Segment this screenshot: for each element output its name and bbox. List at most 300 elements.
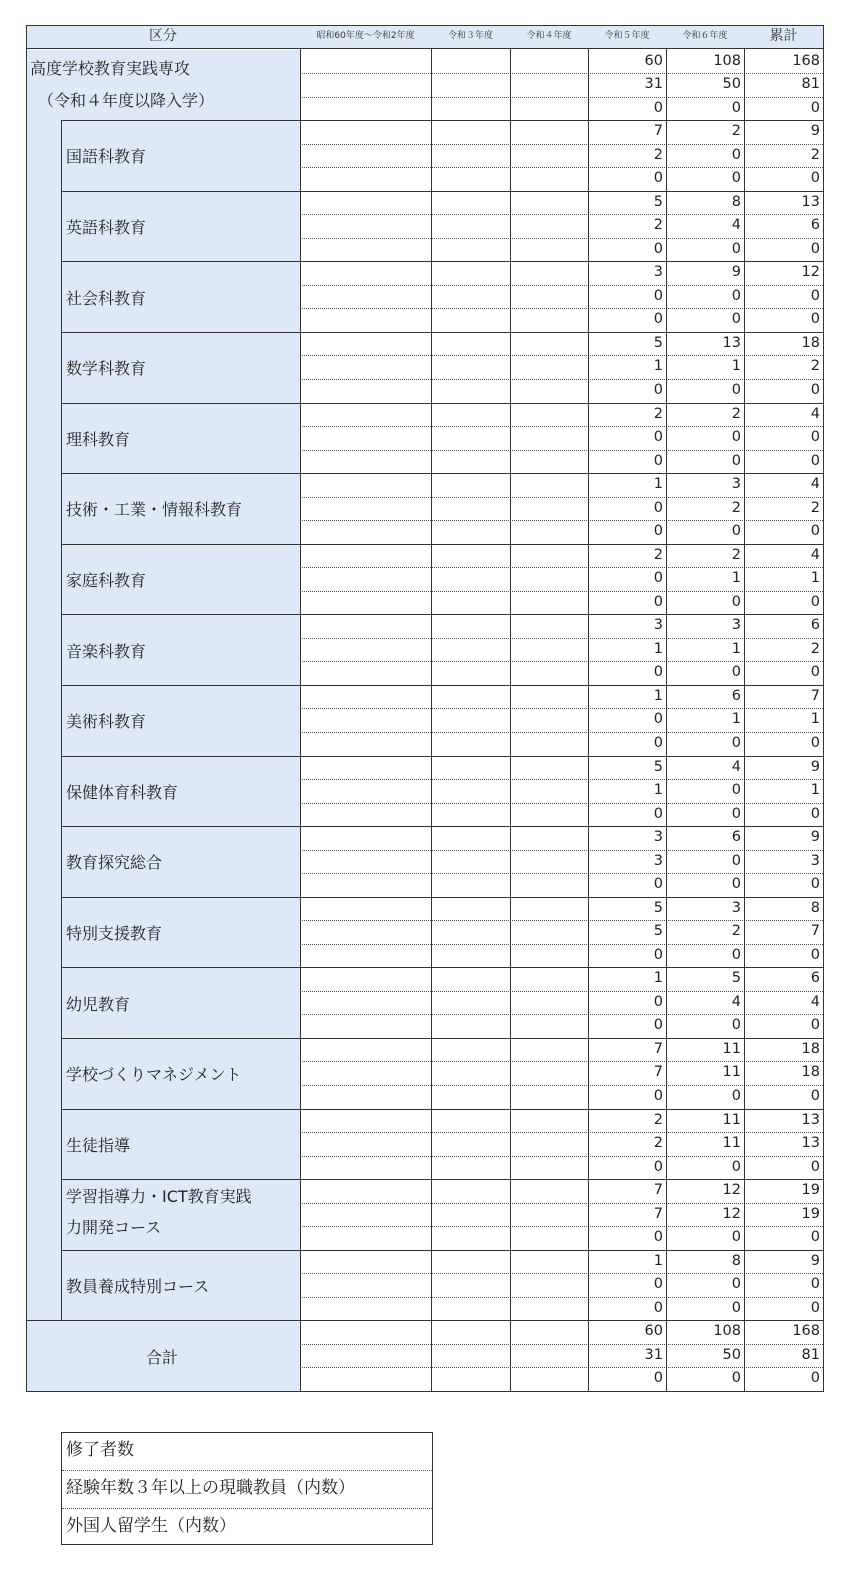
table-cell <box>510 874 588 898</box>
table-cell: 7 <box>653 1182 663 1199</box>
table-cell: 13 <box>722 334 741 351</box>
table-cell: 0 <box>653 287 663 304</box>
table-cell <box>510 262 588 286</box>
table-cell: 81 <box>801 76 820 92</box>
table-cell: 4 <box>731 993 741 1010</box>
table-cell: 1 <box>731 358 741 375</box>
table-cell <box>431 1251 510 1275</box>
table-cell <box>300 804 431 828</box>
table-cell <box>431 1345 510 1369</box>
table-cell: 3 <box>731 899 741 916</box>
table-cell <box>300 1204 431 1228</box>
table-cell: 19 <box>801 1205 820 1222</box>
table-cell: 6 <box>731 687 741 704</box>
table-cell: 0 <box>810 1087 820 1104</box>
table-cell <box>431 1086 510 1110</box>
table-cell <box>300 239 431 263</box>
table-cell <box>431 1321 510 1345</box>
table-cell <box>431 521 510 545</box>
table-cell: 0 <box>653 570 663 587</box>
table-cell <box>510 356 588 380</box>
legend-box <box>61 1432 433 1545</box>
table-cell <box>300 333 431 357</box>
table-cell <box>510 239 588 263</box>
table-cell <box>300 968 431 992</box>
table-cell <box>510 168 588 192</box>
table-cell: 0 <box>731 1370 741 1387</box>
table-cell: 13 <box>801 1111 820 1128</box>
subject-name: 社会科教育 <box>66 288 147 308</box>
table-cell: 0 <box>653 593 663 610</box>
table-cell: 9 <box>731 264 741 281</box>
table-cell: 0 <box>653 734 663 751</box>
table-cell: 0 <box>653 523 663 540</box>
table-cell: 1 <box>653 1252 663 1269</box>
table-cell: 0 <box>653 664 663 681</box>
table-cell: 0 <box>653 429 663 445</box>
table-cell <box>431 1015 510 1039</box>
table-cell: 0 <box>810 429 820 445</box>
table-cell: 0 <box>653 993 663 1010</box>
table-cell: 3 <box>731 476 741 493</box>
table-cell <box>510 662 588 686</box>
table-cell: 13 <box>801 193 820 210</box>
table-cell: 60 <box>644 1323 663 1340</box>
table-cell: 5 <box>653 334 663 351</box>
table-cell <box>431 945 510 969</box>
table-cell: 3 <box>653 829 663 846</box>
table-cell <box>300 74 431 98</box>
table-cell <box>300 1368 431 1392</box>
table-cell <box>300 404 431 428</box>
table-cell <box>510 992 588 1016</box>
table-cell <box>431 1227 510 1251</box>
column-border <box>588 48 589 1391</box>
table-cell <box>510 945 588 969</box>
table-cell <box>431 827 510 851</box>
table-cell: 0 <box>653 946 663 963</box>
table-cell: 1 <box>731 711 741 728</box>
table-cell <box>510 51 588 75</box>
table-cell <box>510 1345 588 1369</box>
table-cell: 2 <box>653 405 663 422</box>
table-cell <box>431 709 510 733</box>
table-cell <box>510 827 588 851</box>
table-cell <box>300 615 431 639</box>
table-cell: 0 <box>731 311 741 328</box>
subject-name: 教員養成特別コース <box>66 1277 210 1296</box>
table-cell <box>510 1133 588 1157</box>
table-cell <box>431 874 510 898</box>
department-note: （令和４年度以降入学） <box>38 90 215 110</box>
table-cell: 0 <box>810 170 820 187</box>
table-cell <box>431 1180 510 1204</box>
column-border <box>431 48 432 1391</box>
table-cell: 0 <box>653 1299 663 1316</box>
header-column: 令和３年度 <box>431 25 510 48</box>
subject-name: 国語科教育 <box>66 147 147 167</box>
table-cell <box>431 992 510 1016</box>
table-cell <box>510 427 588 451</box>
table-cell <box>300 451 431 475</box>
table-cell: 0 <box>731 852 741 869</box>
table-cell <box>431 804 510 828</box>
table-cell <box>300 592 431 616</box>
table-cell <box>431 286 510 310</box>
subject-name: 幼児教育 <box>66 994 131 1014</box>
subject-name: 生徒指導 <box>66 1135 131 1155</box>
table-cell <box>510 733 588 757</box>
table-cell <box>431 780 510 804</box>
table-cell: 11 <box>722 1064 741 1081</box>
table-cell: 0 <box>810 1229 820 1246</box>
table-cell: 6 <box>731 829 741 846</box>
table-cell <box>300 121 431 145</box>
table-cell: 0 <box>731 946 741 963</box>
table-cell <box>431 1204 510 1228</box>
table-cell: 19 <box>801 1182 820 1199</box>
table-cell <box>300 1180 431 1204</box>
table-cell: 3 <box>810 852 820 869</box>
table-cell <box>431 1133 510 1157</box>
table-cell <box>431 356 510 380</box>
table-cell: 7 <box>810 687 820 704</box>
table-cell: 0 <box>731 452 741 469</box>
table-cell <box>431 1274 510 1298</box>
table-cell: 0 <box>731 1017 741 1034</box>
table-cell: 2 <box>731 405 741 422</box>
table-cell: 0 <box>731 523 741 540</box>
legend-in-service-teachers: 経験年数３年以上の現職教員（内数） <box>66 1478 355 1498</box>
table-cell <box>510 451 588 475</box>
table-cell <box>431 592 510 616</box>
table-cell <box>510 1368 588 1392</box>
table-cell: 9 <box>810 1252 820 1269</box>
table-cell: 0 <box>731 805 741 822</box>
table-cell <box>510 380 588 404</box>
table-cell: 0 <box>731 782 741 798</box>
table-cell: 8 <box>810 899 820 916</box>
table-cell <box>300 474 431 498</box>
table-cell: 0 <box>653 711 663 728</box>
table-cell <box>300 568 431 592</box>
table-cell: 0 <box>810 1299 820 1316</box>
table-cell: 0 <box>731 876 741 893</box>
table-cell <box>510 639 588 663</box>
table-cell <box>510 1086 588 1110</box>
table-cell <box>510 404 588 428</box>
table-cell <box>510 145 588 169</box>
table-cell: 2 <box>731 499 741 516</box>
table-cell: 81 <box>801 1346 820 1363</box>
table-cell: 0 <box>810 381 820 398</box>
table-cell: 5 <box>731 970 741 987</box>
table-cell: 1 <box>810 570 820 587</box>
table-cell <box>431 262 510 286</box>
table-cell <box>431 121 510 145</box>
table-cell <box>431 662 510 686</box>
table-cell: 108 <box>713 1323 741 1340</box>
table-cell <box>510 1157 588 1181</box>
table-cell: 7 <box>653 1064 663 1081</box>
table-cell <box>300 780 431 804</box>
table-cell <box>431 851 510 875</box>
table-cell: 13 <box>801 1135 820 1151</box>
table-cell <box>431 1062 510 1086</box>
subject-name-line2: 力開発コース <box>66 1218 162 1238</box>
table-cell: 0 <box>810 1370 820 1387</box>
subject-name: 技術・工業・情報科教育 <box>66 500 243 520</box>
table-cell: 7 <box>653 1205 663 1222</box>
table-cell: 0 <box>653 1276 663 1293</box>
table-cell: 18 <box>801 334 820 351</box>
table-cell: 108 <box>713 52 741 69</box>
subject-name: 音楽科教育 <box>66 641 147 661</box>
table-cell <box>300 1274 431 1298</box>
table-cell <box>431 98 510 122</box>
table-cell <box>300 1133 431 1157</box>
table-cell <box>300 215 431 239</box>
table-cell: 2 <box>810 358 820 375</box>
table-cell <box>510 968 588 992</box>
table-cell: 5 <box>653 923 663 940</box>
table-cell <box>431 733 510 757</box>
column-border <box>744 48 745 1391</box>
table-cell <box>431 51 510 75</box>
table-cell: 0 <box>810 593 820 610</box>
table-cell: 2 <box>653 546 663 563</box>
table-cell: 5 <box>653 899 663 916</box>
header-column: 令和４年度 <box>510 25 588 48</box>
table-cell <box>431 686 510 710</box>
table-cell <box>431 192 510 216</box>
table-cell: 1 <box>731 640 741 657</box>
table-cell <box>510 1110 588 1134</box>
table-cell: 3 <box>653 852 663 869</box>
table-cell <box>300 1086 431 1110</box>
table-cell <box>510 98 588 122</box>
table-cell: 0 <box>731 429 741 445</box>
table-cell: 2 <box>653 217 663 234</box>
table-cell <box>510 851 588 875</box>
subject-name: 特別支援教育 <box>66 924 163 943</box>
table-cell <box>300 1110 431 1134</box>
table-cell: 1 <box>810 711 820 728</box>
table-cell: 31 <box>644 1346 663 1363</box>
table-cell <box>510 545 588 569</box>
table-cell <box>431 404 510 428</box>
table-cell: 0 <box>653 99 663 116</box>
table-cell <box>510 898 588 922</box>
column-border <box>510 48 511 1391</box>
table-cell <box>510 1227 588 1251</box>
table-cell <box>431 74 510 98</box>
table-cell: 0 <box>653 805 663 822</box>
table-cell <box>300 992 431 1016</box>
table-cell <box>300 545 431 569</box>
table-cell: 0 <box>810 99 820 116</box>
table-cell: 1 <box>731 570 741 587</box>
table-cell <box>300 192 431 216</box>
table-cell <box>300 874 431 898</box>
table-cell: 0 <box>810 240 820 257</box>
table-cell <box>431 239 510 263</box>
table-cell: 0 <box>731 287 741 304</box>
table-cell <box>431 757 510 781</box>
table-cell <box>510 804 588 828</box>
table-cell <box>431 474 510 498</box>
table-cell: 0 <box>731 734 741 751</box>
table-cell: 5 <box>653 758 663 775</box>
table-cell <box>431 921 510 945</box>
table-cell <box>300 1039 431 1063</box>
table-cell <box>510 521 588 545</box>
table-cell: 0 <box>731 170 741 187</box>
table-cell: 0 <box>731 1229 741 1246</box>
table-cell <box>431 498 510 522</box>
table-cell <box>510 1274 588 1298</box>
table-cell <box>431 1157 510 1181</box>
table-cell: 0 <box>731 1087 741 1104</box>
table-cell <box>510 498 588 522</box>
table-cell: 0 <box>810 1276 820 1293</box>
table-cell <box>510 1204 588 1228</box>
table-cell: 2 <box>653 1111 663 1128</box>
table-cell: 2 <box>731 546 741 563</box>
table-border <box>26 25 27 1391</box>
table-cell: 9 <box>810 829 820 846</box>
table-border <box>26 25 824 26</box>
table-cell <box>431 1110 510 1134</box>
table-cell: 1 <box>653 476 663 493</box>
table-cell: 60 <box>644 52 663 69</box>
table-cell <box>510 921 588 945</box>
table-cell <box>300 168 431 192</box>
table-cell: 2 <box>810 640 820 657</box>
table-cell: 0 <box>653 876 663 893</box>
table-cell <box>300 757 431 781</box>
table-cell: 6 <box>810 217 820 234</box>
table-cell <box>300 286 431 310</box>
table-cell: 9 <box>810 123 820 140</box>
table-cell: 0 <box>810 1017 820 1034</box>
table-cell <box>431 380 510 404</box>
table-cell <box>510 1039 588 1063</box>
table-cell: 8 <box>731 1252 741 1269</box>
table-cell: 4 <box>731 217 741 234</box>
subject-name: 学習指導力・ICT教育実践 <box>66 1187 252 1207</box>
table-cell <box>431 451 510 475</box>
table-cell <box>300 262 431 286</box>
table-cell <box>510 1298 588 1322</box>
table-cell <box>300 662 431 686</box>
table-cell <box>431 1298 510 1322</box>
table-cell <box>431 968 510 992</box>
table-cell <box>300 851 431 875</box>
table-cell <box>300 98 431 122</box>
table-cell: 2 <box>810 146 820 163</box>
table-cell <box>510 474 588 498</box>
table-cell: 0 <box>731 146 741 163</box>
header-category: 区分 <box>26 25 300 48</box>
table-cell: 0 <box>653 240 663 257</box>
table-cell: 11 <box>722 1135 741 1151</box>
table-cell: 4 <box>810 993 820 1010</box>
table-cell: 0 <box>810 946 820 963</box>
table-cell: 7 <box>810 923 820 940</box>
table-cell: 0 <box>653 311 663 328</box>
table-cell <box>431 333 510 357</box>
table-cell <box>510 215 588 239</box>
legend-completers: 修了者数 <box>66 1440 134 1460</box>
table-cell: 12 <box>801 264 820 281</box>
table-cell <box>510 615 588 639</box>
table-cell <box>300 356 431 380</box>
table-cell: 7 <box>653 1040 663 1057</box>
table-cell: 2 <box>653 146 663 163</box>
table-cell <box>431 168 510 192</box>
table-cell <box>431 615 510 639</box>
table-cell: 50 <box>722 76 741 92</box>
table-cell: 0 <box>653 499 663 516</box>
subject-name: 英語科教育 <box>66 218 147 237</box>
table-cell: 0 <box>731 1276 741 1293</box>
table-cell: 12 <box>722 1182 741 1199</box>
table-cell <box>431 215 510 239</box>
table-cell <box>431 427 510 451</box>
table-cell <box>510 780 588 804</box>
column-border <box>666 48 667 1391</box>
table-cell: 0 <box>810 805 820 822</box>
table-cell <box>300 709 431 733</box>
table-cell <box>510 121 588 145</box>
table-cell: 18 <box>801 1064 820 1081</box>
table-cell <box>300 1251 431 1275</box>
table-cell <box>431 309 510 333</box>
table-cell <box>431 639 510 663</box>
table-cell: 3 <box>653 617 663 634</box>
table-cell <box>300 1321 431 1345</box>
table-cell: 0 <box>653 1229 663 1246</box>
table-cell <box>300 1227 431 1251</box>
table-cell: 5 <box>653 193 663 210</box>
table-cell <box>300 921 431 945</box>
table-cell <box>510 1015 588 1039</box>
table-cell <box>510 709 588 733</box>
header-column: 令和５年度 <box>588 25 666 48</box>
table-cell <box>300 498 431 522</box>
indent-border <box>61 120 62 1320</box>
table-cell: 0 <box>810 452 820 469</box>
table-cell <box>510 74 588 98</box>
table-cell <box>300 51 431 75</box>
table-cell <box>510 592 588 616</box>
table-cell <box>510 1321 588 1345</box>
table-cell <box>300 1298 431 1322</box>
table-cell <box>510 309 588 333</box>
table-cell: 0 <box>731 381 741 398</box>
table-cell <box>300 639 431 663</box>
table-cell: 1 <box>653 970 663 987</box>
table-cell: 12 <box>722 1205 741 1222</box>
subject-name: 数学科教育 <box>66 359 147 379</box>
table-cell: 1 <box>653 687 663 704</box>
table-cell <box>510 686 588 710</box>
table-cell <box>300 1345 431 1369</box>
table-cell: 1 <box>653 640 663 657</box>
table-cell <box>431 145 510 169</box>
table-cell <box>300 898 431 922</box>
